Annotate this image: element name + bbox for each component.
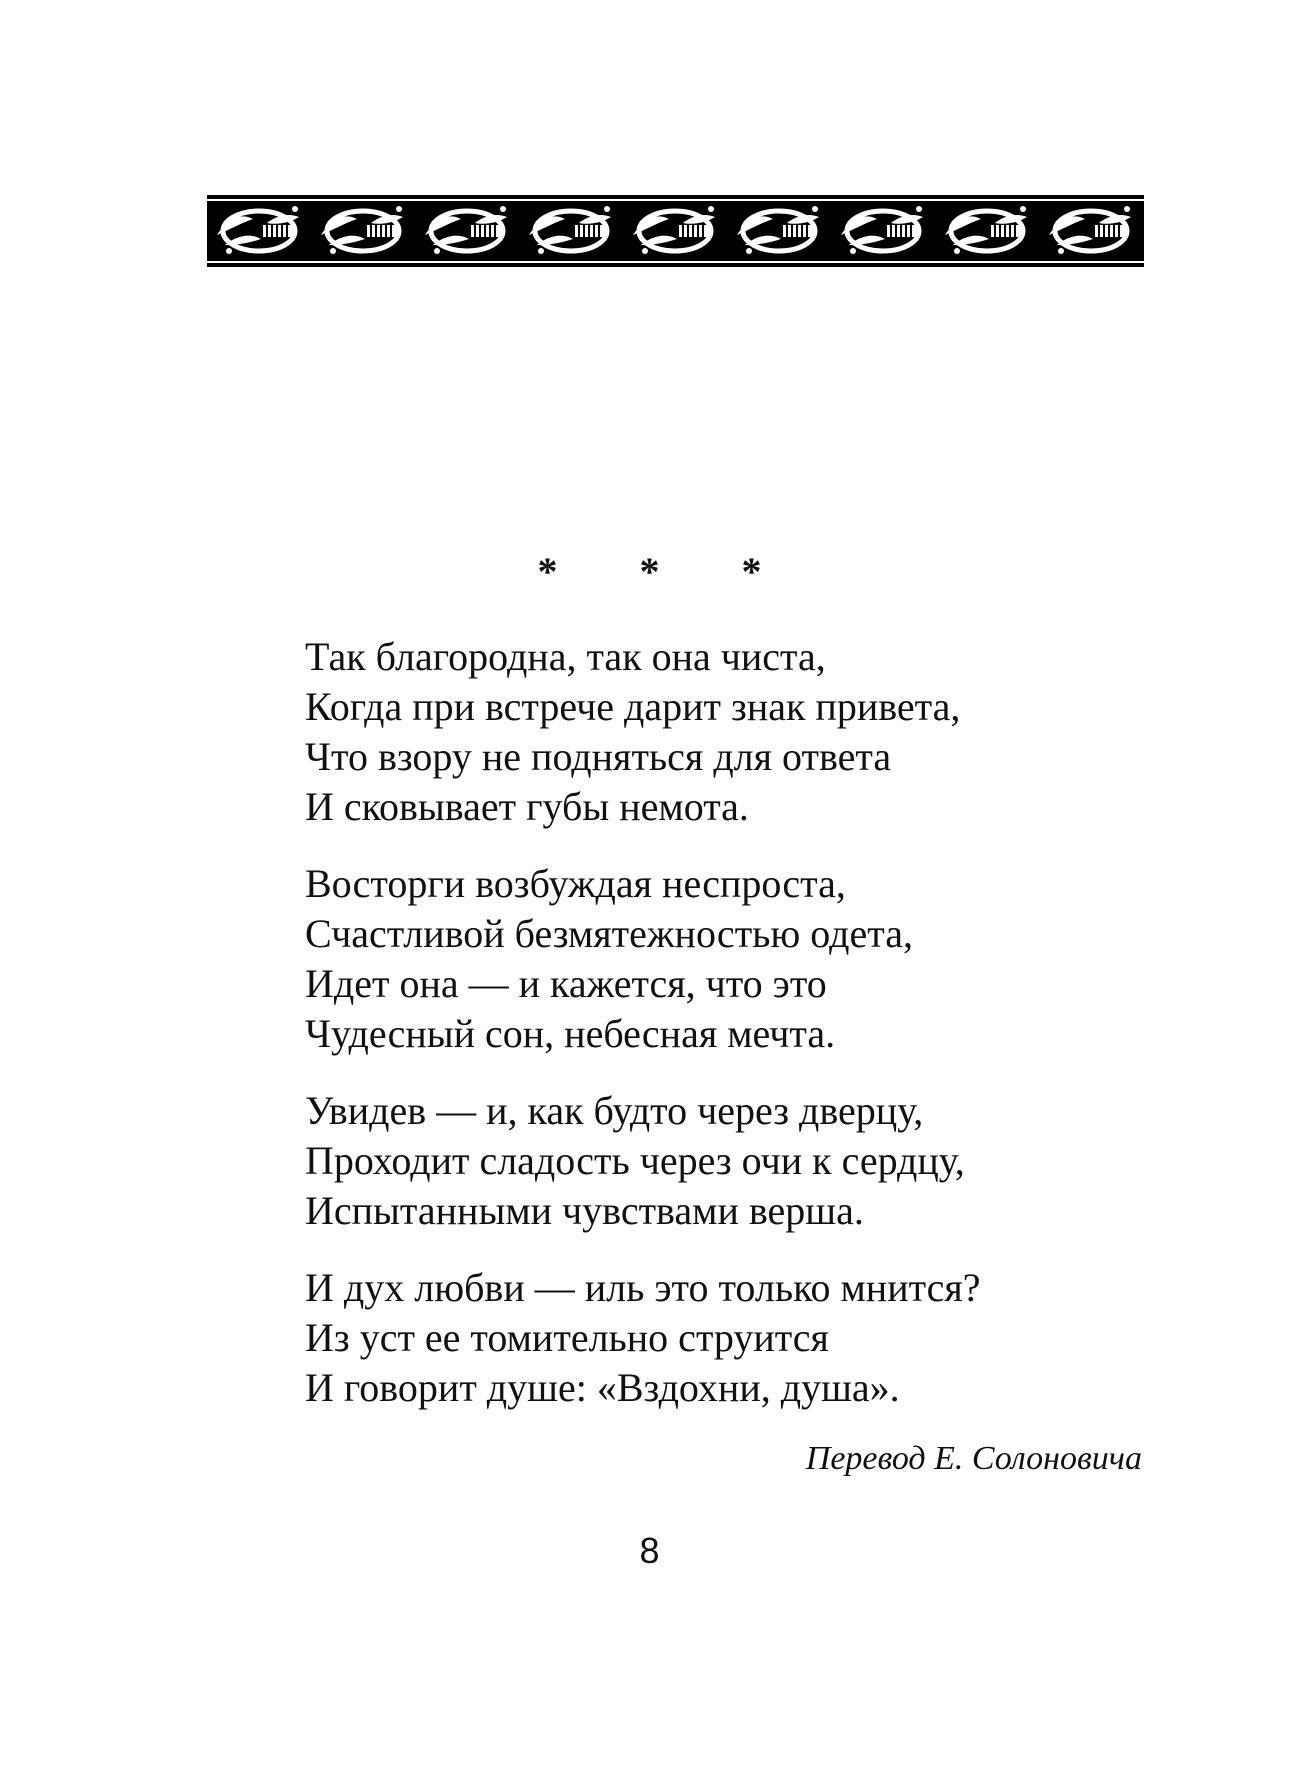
stanza-4 <box>305 1263 1185 1413</box>
poem-line: Увидев — и, как будто через дверцу, <box>305 1088 924 1133</box>
laurel-border-ornament-icon <box>207 195 1144 267</box>
poem <box>305 632 1185 1440</box>
poem-line: И сковывает губы немота. <box>305 784 749 829</box>
stanza-2 <box>305 859 1185 1059</box>
stanza-3 <box>305 1086 1185 1236</box>
poem-line: Проходит сладость через очи к сердцу, <box>305 1138 965 1183</box>
poem-line: Из уст ее томительно струится <box>305 1315 829 1360</box>
poem-line: Когда при встрече дарит знак привета, <box>305 684 961 729</box>
poem-line: И говорит душе: «Вздохни, душа». <box>305 1365 900 1410</box>
poem-line: Счастливой безмятежностью одета, <box>305 911 913 956</box>
poem-line: Что взору не подняться для ответа <box>305 734 892 779</box>
poem-line: Чудесный сон, небесная мечта. <box>305 1011 836 1056</box>
translator-credit: Перевод Е. Солоновича <box>805 1440 1142 1477</box>
poem-line: Испытанными чувствами верша. <box>305 1188 864 1233</box>
poem-line: Восторги возбуждая неспроста, <box>305 861 846 906</box>
stanza-1 <box>305 632 1185 832</box>
poem-line: Идет она — и кажется, что это <box>305 961 827 1006</box>
poem-line: Так благородна, так она чиста, <box>305 634 826 679</box>
page-number: 8 <box>639 1530 660 1571</box>
poem-line: И дух любви — иль это только мнится? <box>305 1265 981 1310</box>
section-separator: * * * <box>537 549 798 594</box>
